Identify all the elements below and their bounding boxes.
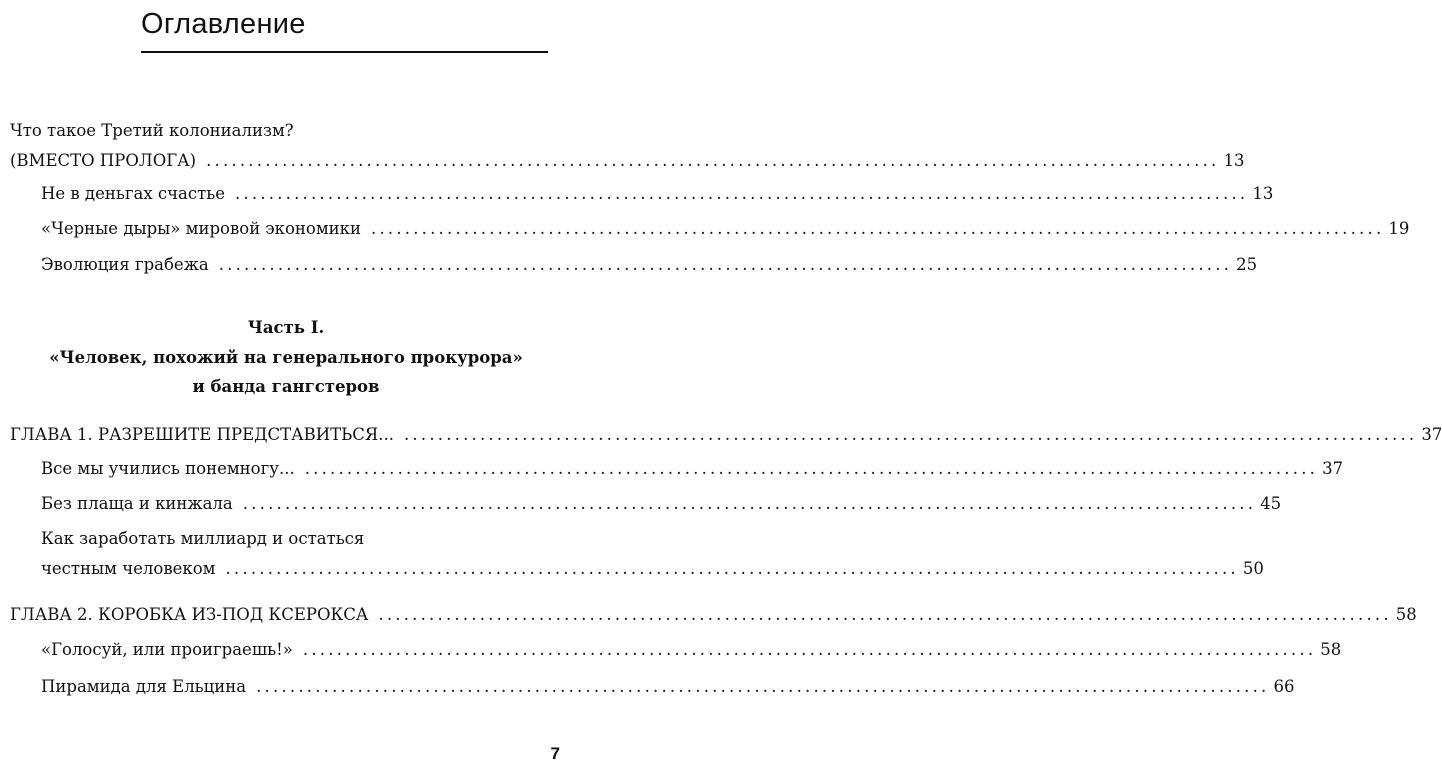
- leader-dots: ........................................................................................................................: [302, 640, 1317, 659]
- leader-dots: ........................................................................................................................: [371, 219, 1385, 238]
- leader-dots: ........................................................................................................................: [403, 425, 1418, 444]
- page-number: 7: [550, 744, 560, 763]
- leader-dots: ........................................................................................................................: [218, 255, 1233, 274]
- leader-dots: ........................................................................................................................: [206, 151, 1220, 170]
- entry-label: Эволюция грабежа: [41, 255, 209, 274]
- chapter-title: ГЛАВА 2. КОРОБКА ИЗ-ПОД КСЕРОКСА: [10, 605, 369, 624]
- entry-page-number: 58: [1395, 605, 1417, 624]
- entry-page-number: 66: [1273, 677, 1295, 696]
- leader-dots: ........................................................................................................................: [378, 605, 1392, 624]
- entry-label: честным человеком: [41, 559, 216, 578]
- part-heading: Часть I.: [247, 318, 325, 337]
- toc-entry-chapter-1: [0, 420, 1442, 450]
- entry-label: «Черные дыры» мировой экономики: [41, 219, 361, 238]
- entry-page-number: 19: [1388, 219, 1410, 238]
- toc-title: Оглавление: [141, 8, 306, 40]
- entry-label: Не в деньгах счастье: [41, 184, 225, 203]
- leader-dots: ........................................................................................................................: [225, 559, 1239, 578]
- entry-label: «Голосуй, или проиграешь!»: [41, 640, 293, 659]
- entry-label: Как заработать миллиард и остаться: [41, 529, 365, 548]
- toc-entry: [0, 454, 1344, 484]
- leader-dots: ........................................................................................................................: [256, 677, 1270, 696]
- toc-entry-prologue-heading: [0, 116, 572, 146]
- entry-page-number: 50: [1242, 559, 1264, 578]
- toc-entry: [0, 635, 1342, 665]
- toc-entry: [0, 554, 1264, 584]
- toc-entry: [0, 489, 1282, 519]
- leader-dots: ........................................................................................................................: [242, 494, 1257, 513]
- leader-dots: ........................................................................................................................: [304, 459, 1319, 478]
- entry-label: Пирамида для Ельцина: [41, 677, 247, 696]
- entry-page-number: 37: [1421, 425, 1442, 444]
- entry-label: Что такое Третий колониализм?: [10, 121, 294, 140]
- entry-label: Без плаща и кинжала: [41, 494, 233, 513]
- entry-page-number: 13: [1223, 151, 1245, 170]
- toc-entry: [0, 214, 1410, 244]
- toc-entry: [0, 179, 1274, 209]
- toc-entry-prologue: [0, 146, 1245, 176]
- toc-entry: [0, 250, 1258, 280]
- toc-entry: [0, 672, 1295, 702]
- entry-page-number: 37: [1322, 459, 1344, 478]
- entry-label: Все мы учились понемногу...: [41, 459, 295, 478]
- part-title-line: и банда гангстеров: [192, 377, 380, 396]
- toc-entry-chapter-2: [0, 600, 1417, 630]
- entry-label: (ВМЕСТО ПРОЛОГА): [10, 151, 197, 170]
- entry-page-number: 13: [1252, 184, 1274, 203]
- part-title-line: «Человек, похожий на генерального прокурора»: [49, 348, 523, 367]
- entry-page-number: 25: [1236, 255, 1258, 274]
- leader-dots: ........................................................................................................................: [234, 184, 1249, 203]
- toc-entry-multiline: [0, 524, 572, 554]
- entry-page-number: 58: [1320, 640, 1342, 659]
- title-underline: [141, 51, 548, 53]
- entry-page-number: 45: [1260, 494, 1282, 513]
- chapter-title: ГЛАВА 1. РАЗРЕШИТЕ ПРЕДСТАВИТЬСЯ...: [10, 425, 394, 444]
